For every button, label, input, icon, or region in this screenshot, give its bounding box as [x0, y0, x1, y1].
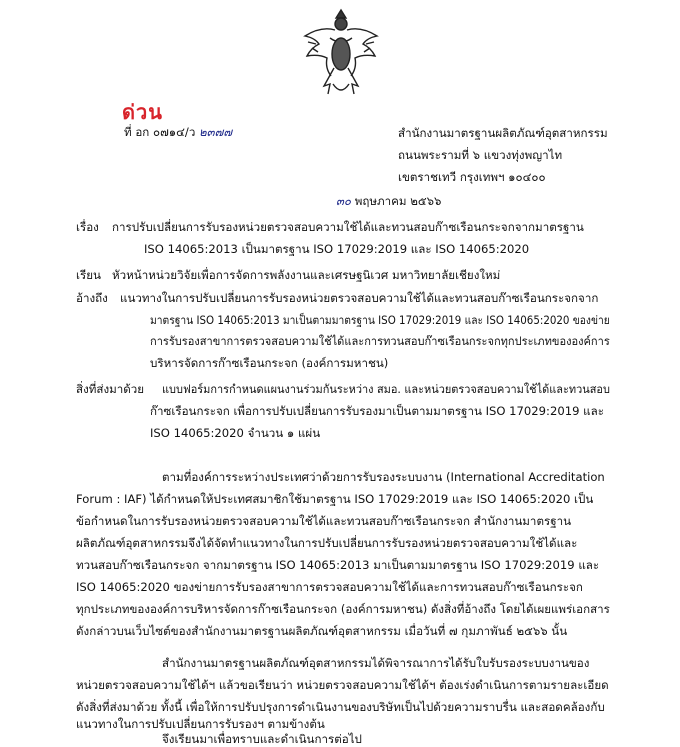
- enclosure-line: ISO 14065:2020 จำนวน ๑ แผ่น: [150, 426, 321, 440]
- enclosure-label: สิ่งที่ส่งมาด้วย: [76, 382, 145, 396]
- reference-line: แนวทางในการปรับเปลี่ยนการรับรองหน่วยตรวจสอบความใช้ได้และทวนสอบก๊าซเรือนกระจกจาก: [120, 291, 599, 305]
- date-month-year: พฤษภาคม ๒๕๖๖: [354, 194, 442, 208]
- handwritten-number: ๒๓๗๗: [199, 125, 233, 139]
- body-line: ISO 14065:2020 ของข่ายการรับรองสาขาการตรวจสอบความใช้ได้และการทวนสอบก๊าซเรือนกระจก: [76, 580, 583, 594]
- urgent-stamp: ด่วน: [122, 100, 163, 124]
- body-line: ตามที่องค์การระหว่างประเทศว่าด้วยการรับรองระบบงาน (International Accreditation: [162, 470, 605, 484]
- enclosure-line: ก๊าซเรือนกระจก เพื่อการปรับเปลี่ยนการรับรองมาเป็นตามมาตรฐาน ISO 17029:2019 และ: [150, 404, 604, 418]
- body-line: ทวนสอบก๊าซเรือนกระจก จากมาตรฐาน ISO 14065:2013 มาเป็นตามมาตรฐาน ISO 17029:2019 และ: [76, 558, 600, 572]
- body-line: ดังสิ่งที่ส่งมาด้วย ทั้งนี้ เพื่อให้การปรับปรุงการดำเนินงานของบริษัทเป็นไปด้วยความราบรื่น และสอดคล้องกับ: [76, 700, 605, 714]
- to-label: เรียน: [76, 268, 101, 282]
- reference-line: การรับรองสาขาการตรวจสอบความใช้ได้และการทวนสอบก๊าซเรือนกระจกทุกประเภทขององค์การ: [150, 334, 610, 348]
- subject-line: การปรับเปลี่ยนการรับรองหน่วยตรวจสอบความใช้ได้และทวนสอบก๊าซเรือนกระจกจากมาตรฐาน: [112, 220, 584, 234]
- body-line: ข้อกำหนดในการรับรองหน่วยตรวจสอบความใช้ได้และทวนสอบก๊าซเรือนกระจก สำนักงานมาตรฐาน: [76, 514, 572, 528]
- body-line: ทุกประเภทขององค์การบริหารจัดการก๊าซเรือนกระจก (องค์การมหาชน) ดังสิ่งที่อ้างถึง โดยได้เผยแพร่เอกสาร: [76, 602, 610, 616]
- body-line: จึงเรียนมาเพื่อทราบและดำเนินการต่อไป: [162, 732, 362, 746]
- garuda-emblem: [300, 4, 382, 100]
- to-text: หัวหน้าหน่วยวิจัยเพื่อการจัดการพลังงานและเศรษฐนิเวศ มหาวิทยาลัยเชียงใหม่: [112, 268, 501, 282]
- body-line: หน่วยตรวจสอบความใช้ได้ฯ แล้วขอเรียนว่า หน่วยตรวจสอบความใช้ได้ฯ ต้องเร่งดำเนินการตามรายละเอียด: [76, 678, 609, 692]
- letter-date: [336, 193, 441, 209]
- body-line: ดังกล่าวบนเว็บไซต์ของสำนักงานมาตรฐานผลิตภัณฑ์อุตสาหกรรม เมื่อวันที่ ๗ กุมภาพันธ์ ๒๕๖๖ นั้น: [76, 624, 568, 638]
- subject-label: เรื่อง: [76, 220, 99, 234]
- reference-label: อ้างถึง: [76, 291, 108, 305]
- reference-prefix: ที่ อก ๐๗๑๔/ว: [124, 125, 196, 139]
- sender-org: สำนักงานมาตรฐานผลิตภัณฑ์อุตสาหกรรม: [398, 126, 608, 140]
- sender-street: ถนนพระรามที่ ๖ แขวงทุ่งพญาไท: [398, 148, 563, 162]
- body-line: สำนักงานมาตรฐานผลิตภัณฑ์อุตสาหกรรมได้พิจารณาการได้รับใบรับรองระบบงานของ: [162, 656, 590, 670]
- subject-line: ISO 14065:2013 เป็นมาตรฐาน ISO 17029:2019 และ ISO 14065:2020: [144, 242, 530, 256]
- reference-line: มาตรฐาน ISO 14065:2013 มาเป็นตามมาตรฐาน ISO 17029:2019 และ ISO 14065:2020 ของข่าย: [150, 313, 610, 327]
- sender-district: เขตราชเทวี กรุงเทพฯ ๑๐๔๐๐: [398, 170, 546, 184]
- body-line: Forum : IAF) ได้กำหนดให้ประเทศสมาชิกใช้มาตรฐาน ISO 17029:2019 และ ISO 14065:2020 เป็น: [76, 492, 594, 506]
- body-line: ผลิตภัณฑ์อุตสาหกรรมจึงได้จัดทำแนวทางในการปรับเปลี่ยนการรับรองหน่วยตรวจสอบความใช้ได้และ: [76, 536, 578, 550]
- reference-number: [124, 124, 232, 140]
- date-day-handwritten: ๓๐: [336, 194, 352, 208]
- body-line: แนวทางในการปรับเปลี่ยนการรับรองฯ ตามข้างต้น: [76, 717, 325, 731]
- enclosure-line: แบบฟอร์มการกำหนดแผนงานร่วมกันระหว่าง สมอ. และหน่วยตรวจสอบความใช้ได้และทวนสอบ: [162, 382, 610, 396]
- reference-line: บริหารจัดการก๊าซเรือนกระจก (องค์การมหาชน): [150, 356, 389, 370]
